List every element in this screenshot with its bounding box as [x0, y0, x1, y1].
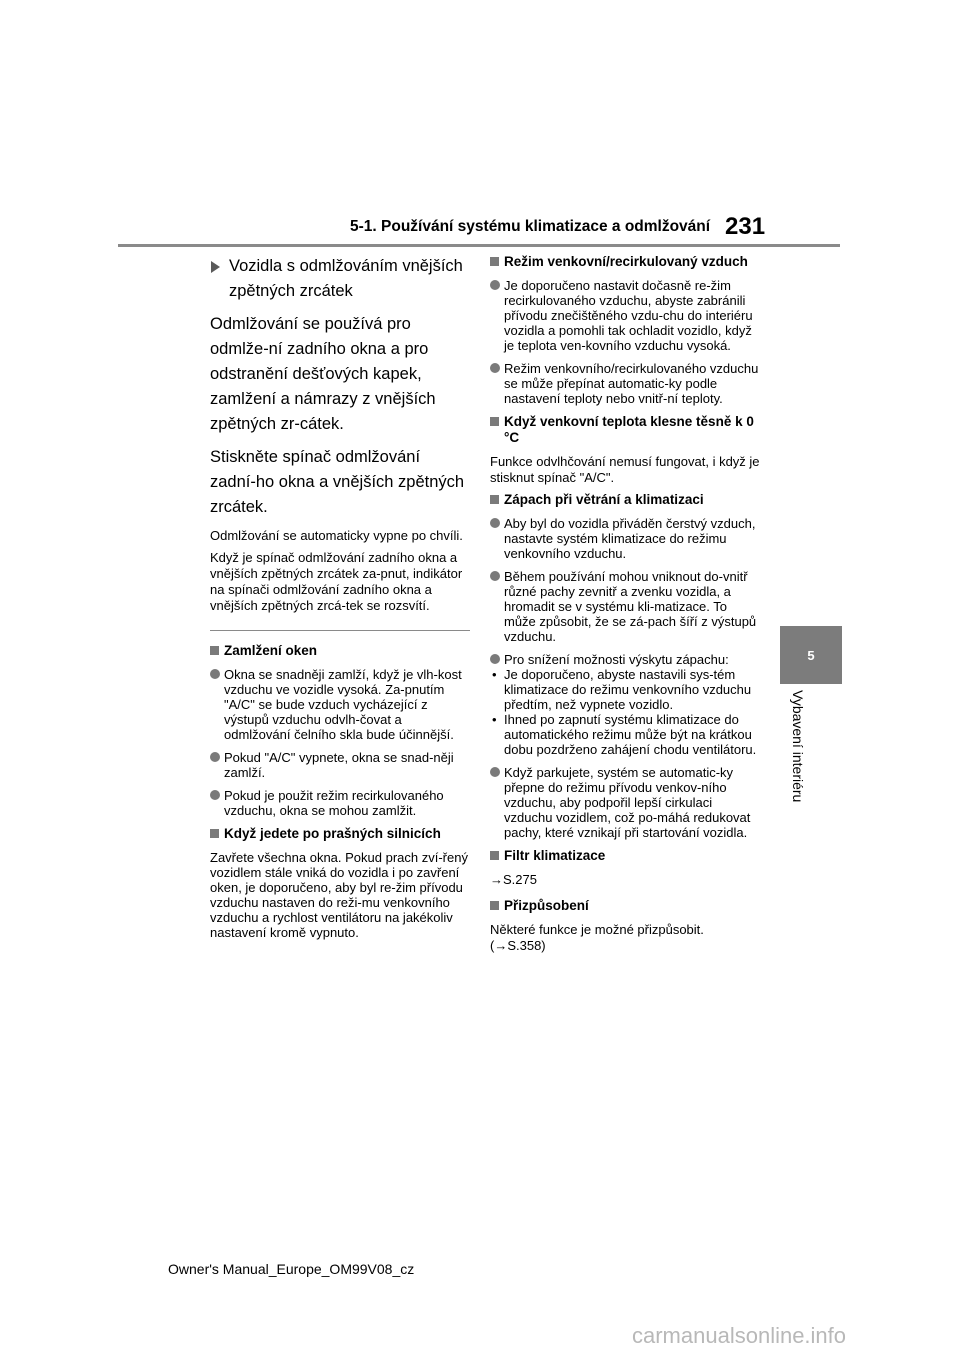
- bullet-item: [210, 750, 470, 780]
- watermark: carmanualsonline.info: [632, 1323, 847, 1348]
- instruction-paragraph: Stiskněte spínač odmlžování zadní-ho okna a vnějších zpětných zrcátek.: [210, 448, 465, 516]
- bullet-text: Aby byl do vozidla přiváděn čerstvý vzduch, nastavte systém klimatizace do režimu venkovního vzduchu.: [504, 516, 756, 561]
- section-heading-text: Zápach při větrání a klimatizaci: [504, 492, 704, 507]
- bullet-text: Režim venkovního/recirkulovaného vzduchu se může přepínat automatic-ky podle nastavení teploty nebo vnitř-ní teploty.: [504, 361, 759, 406]
- bullet-text: Pokud je použit režim recirkulovaného vzduchu, okna se mohou zamlžit.: [224, 788, 444, 818]
- bullet-item: [490, 569, 760, 644]
- bullet-item: [490, 652, 760, 667]
- square-bullet-icon: [210, 829, 219, 838]
- bullet-text: Okna se snadněji zamlží, když je vlh-kost vzduchu ve vozidle vysoká. Za-pnutím "A/C" se bude vzduch vycházející z výstupů vzduchu odvlh-čovat a odmlžování čelního skla bude účinnější.: [224, 667, 462, 742]
- circle-bullet-icon: [490, 280, 500, 290]
- section-heading: [210, 643, 470, 659]
- circle-bullet-icon: [210, 752, 220, 762]
- section-text: Funkce odvlhčování nemusí fungovat, i když je stisknut spínač "A/C".: [490, 454, 760, 485]
- intro-paragraph: Odmlžování se používá pro odmlže-ní zadního okna a pro odstranění dešťových kapek, zamlžení a námrazy z vnějších zpětných zr-cátek.: [210, 315, 436, 433]
- section-heading: [490, 254, 760, 270]
- circle-bullet-icon: [490, 571, 500, 581]
- note-paragraph: Když je spínač odmlžování zadního okna a vnějších zpětných zrcátek za-pnut, indikátor na spínači odmlžování zadního okna a vnějších zpětných zrcá-tek se rozsvítí.: [210, 550, 463, 613]
- left-column: [210, 254, 470, 946]
- square-bullet-icon: [210, 646, 219, 655]
- circle-bullet-icon: [490, 654, 500, 664]
- chapter-tab: [780, 626, 842, 684]
- circle-bullet-icon: [490, 518, 500, 528]
- section-heading-text: Když venkovní teplota klesne těsně k 0 °C: [504, 414, 754, 445]
- section-heading-text: Režim venkovní/recirkulovaný vzduch: [504, 254, 748, 269]
- bullet-text: Během používání mohou vniknout do-vnitř různé pachy zevnitř a zvenku vozidla, a hromadit se v systému kli-matizace. To může způsobit, že se zá-pach šíří z výstupů vzduchu.: [504, 569, 757, 644]
- section-heading-text: Když jedete po prašných silnicích: [224, 826, 441, 841]
- subheading-text: Vozidla s odmlžováním vnějších zpětných zrcátek: [229, 257, 463, 300]
- small-dot-icon: •: [492, 712, 497, 727]
- sub-bullet-text: Je doporučeno, abyste nastavili sys-tém klimatizace do režimu venkovního vzduchu předtím, než vypnete vozidlo.: [504, 667, 752, 712]
- section-heading-text: Přizpůsobení: [504, 898, 589, 913]
- section-text: Zavřete všechna okna. Pokud prach zví-řený vozidlem stále vniká do vozidla i po zavření oken, je doporučeno, aby byl re-žim přívodu vzduchu nastaven do reži-mu venkovního vzduchu a rychlost ventilátoru na jakékoliv nastavení kromě vypnuto.: [210, 850, 468, 940]
- sub-bullet-item: [490, 667, 760, 712]
- sub-bullet-text: Ihned po zapnutí systému klimatizace do automatického režimu může být na krátkou dobu pozdrženo zahájení chodu ventilátoru.: [504, 712, 757, 757]
- circle-bullet-icon: [210, 790, 220, 800]
- square-bullet-icon: [490, 257, 499, 266]
- bullet-item: [490, 516, 760, 561]
- section-heading: [490, 848, 760, 864]
- square-bullet-icon: [490, 851, 499, 860]
- small-dot-icon: •: [492, 667, 497, 682]
- bullet-text: Pokud "A/C" vypnete, okna se snad-něji zamlží.: [224, 750, 454, 780]
- circle-bullet-icon: [210, 669, 220, 679]
- bullet-item: [490, 361, 760, 406]
- square-bullet-icon: [490, 901, 499, 910]
- bullet-item: [210, 667, 470, 742]
- chapter-number: 5: [807, 647, 815, 663]
- page-number: 231: [725, 213, 766, 240]
- bullet-text: Je doporučeno nastavit dočasně re-žim recirkulovaného vzduchu, abyste zabránili přívodu znečištěného vzdu-chu do interiéru vozidla a pomohli tak ochladit vozidlo, když je teplota ven-kovního vzduchu vysoká.: [504, 278, 753, 353]
- bullet-item: [490, 765, 760, 840]
- right-column: [490, 254, 760, 960]
- section-heading-text: Filtr klimatizace: [504, 848, 606, 863]
- square-bullet-icon: [490, 417, 499, 426]
- section-heading: [490, 414, 760, 446]
- section-text: Některé funkce je možné přizpůsobit. (→S.358): [490, 922, 704, 953]
- section-heading: [210, 826, 470, 842]
- note-paragraph: Odmlžování se automaticky vypne po chvíli.: [210, 528, 463, 543]
- bullet-text: Pro snížení možnosti výskytu zápachu:: [504, 652, 729, 667]
- sub-bullet-item: [490, 712, 760, 757]
- bullet-item: [490, 278, 760, 353]
- subheading: [210, 254, 470, 304]
- header-rule: [118, 244, 840, 247]
- page-reference: →S.275: [490, 872, 537, 887]
- section-heading: [490, 898, 760, 914]
- bullet-item: [210, 788, 470, 818]
- header-section-title: 5-1. Používání systému klimatizace a odmlžování: [350, 218, 711, 235]
- section-divider: [210, 630, 470, 631]
- circle-bullet-icon: [490, 767, 500, 777]
- chapter-title: Vybavení interiéru: [790, 690, 806, 803]
- footer-manual-id: Owner's Manual_Europe_OM99V08_cz: [168, 1261, 415, 1277]
- section-heading: [490, 492, 760, 508]
- section-heading-text: Zamlžení oken: [224, 643, 318, 658]
- circle-bullet-icon: [490, 363, 500, 373]
- square-bullet-icon: [490, 495, 499, 504]
- bullet-text: Když parkujete, systém se automatic-ky přepne do režimu přívodu venkov-ního vzduchu, aby podpořil lepší cirkulaci vzduchu vozidlem, což po-máhá redukovat pachy, které vznikají při startování vozidla.: [504, 765, 751, 840]
- arrow-icon: [211, 261, 220, 273]
